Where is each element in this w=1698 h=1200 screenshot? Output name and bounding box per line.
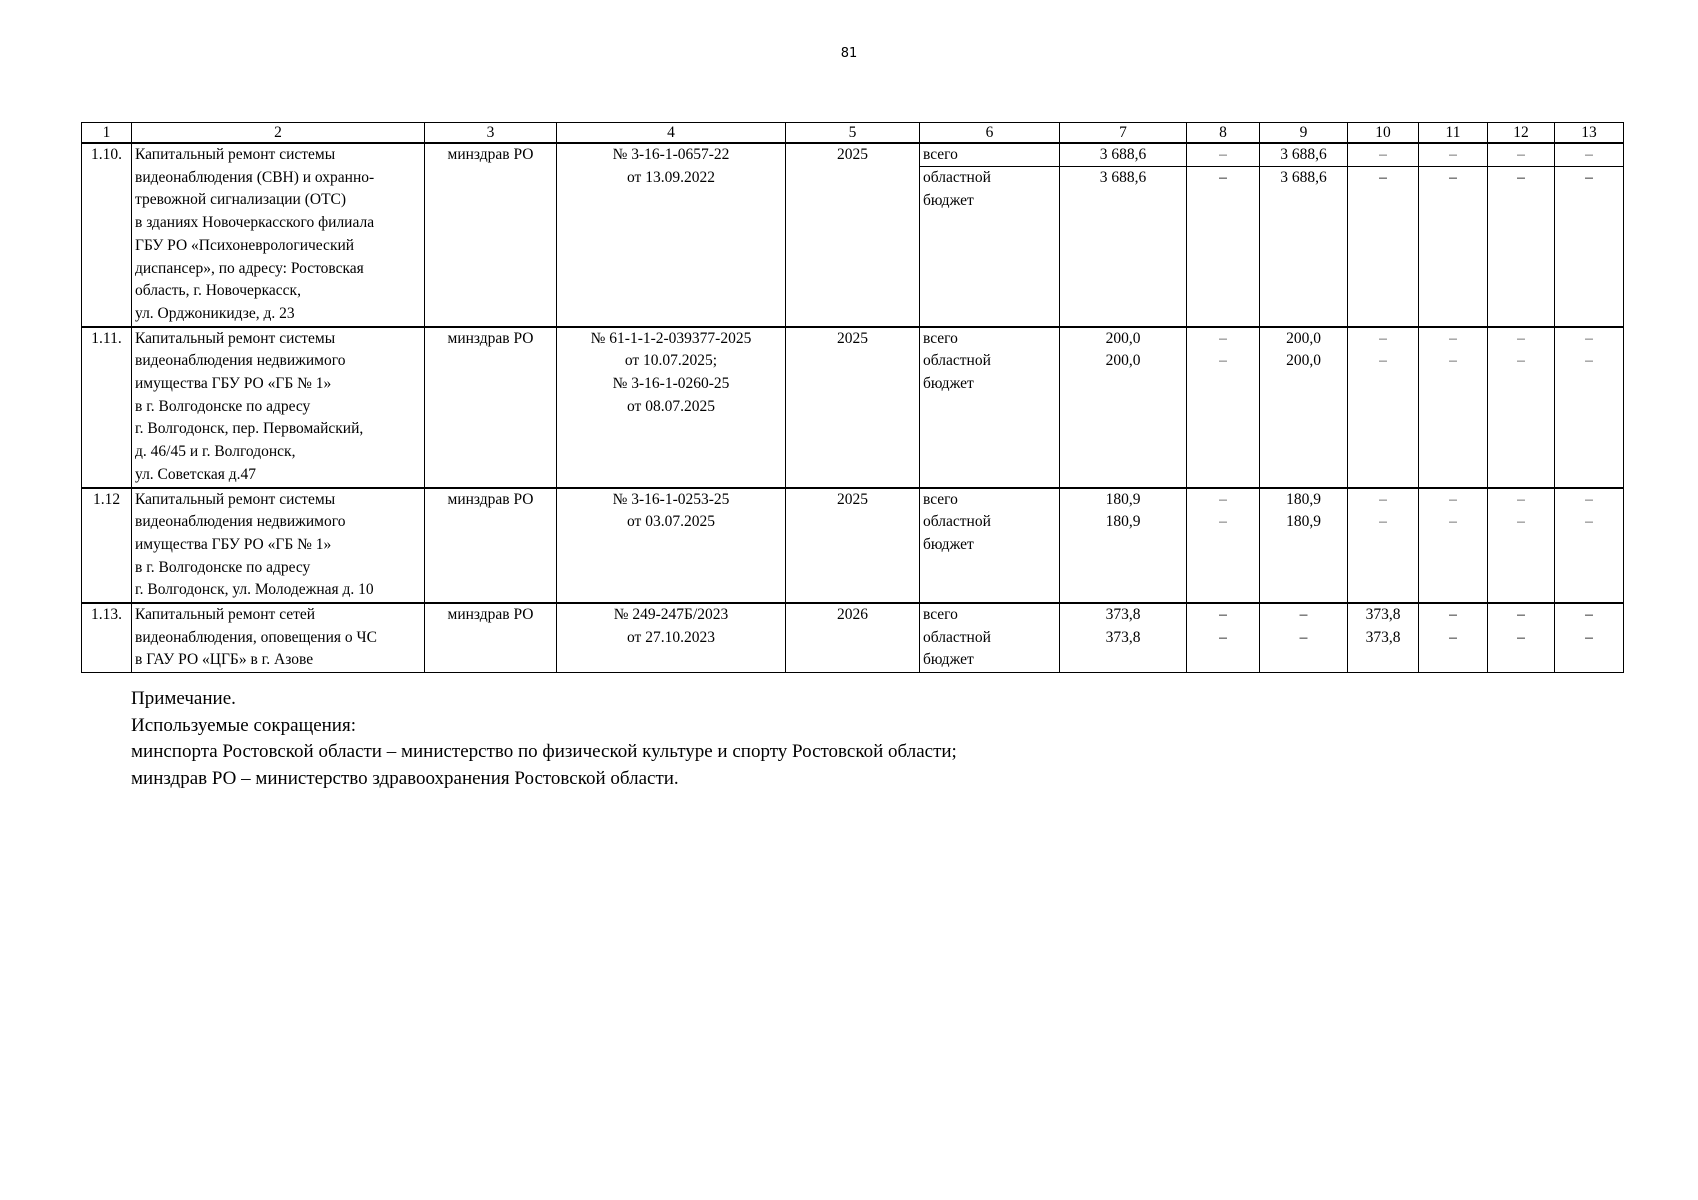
year: 2025 (786, 327, 920, 488)
column-header: 12 (1488, 123, 1555, 144)
notes-section (131, 686, 957, 792)
value-total: – (1449, 606, 1457, 624)
column-header: 7 (1060, 123, 1187, 144)
document-ref (557, 603, 786, 673)
value-regional: – (1585, 352, 1593, 370)
document-line: № 3-16-1-0260-25 (612, 375, 730, 393)
value-regional: – (1517, 513, 1525, 531)
value-regional: – (1517, 628, 1525, 646)
value-cell (1488, 603, 1555, 673)
value-cell (1488, 327, 1555, 488)
object-name-line: имущества ГБУ РО «ГБ № 1» (135, 535, 332, 553)
document-line: № 3-16-1-0657-22 (612, 146, 730, 163)
object-name-line: ул. Орджоникидзе, д. 23 (135, 304, 295, 322)
value-total: – (1219, 490, 1227, 508)
value-regional: – (1517, 169, 1525, 186)
document-ref (557, 327, 786, 488)
value-total: – (1585, 606, 1593, 624)
object-name-line: ГБУ РО «Психоневрологический (135, 236, 355, 254)
funding-source (920, 143, 1060, 327)
column-header: 13 (1555, 123, 1624, 144)
abbreviation-line: минздрав РО – министерство здравоохранения Ростовской области. (131, 767, 679, 789)
column-header: 6 (920, 123, 1060, 144)
value-total: – (1585, 329, 1593, 347)
funding-source (920, 603, 1060, 673)
object-name-line: д. 46/45 и г. Волгодонск, (135, 443, 296, 461)
value-total: – (1187, 144, 1259, 167)
funding-line: областной (923, 352, 991, 370)
object-name-line: в г. Волгодонске по адресу (135, 558, 311, 576)
funding-line: областной (923, 513, 991, 531)
row-number: 1.10. (82, 143, 132, 327)
object-name (132, 143, 425, 327)
value-regional: – (1379, 169, 1387, 186)
document-line: от 27.10.2023 (627, 628, 715, 646)
document-line: № 3-16-1-0253-25 (612, 490, 730, 508)
object-name (132, 603, 425, 673)
page-number: 81 (840, 46, 858, 61)
value-cell (1419, 143, 1488, 327)
value-total: 200,0 (1286, 329, 1321, 347)
object-name-line: Капитальный ремонт системы (135, 146, 336, 163)
row-number: 1.12 (82, 488, 132, 604)
row-number: 1.11. (82, 327, 132, 488)
value-regional: – (1449, 169, 1457, 186)
value-regional: – (1449, 352, 1457, 370)
object-name-line: видеонаблюдения недвижимого (135, 352, 346, 370)
column-header: 5 (786, 123, 920, 144)
value-cell (1260, 327, 1348, 488)
object-name-line: Капитальный ремонт системы (135, 490, 336, 508)
value-cell (1555, 488, 1624, 604)
value-regional: – (1585, 513, 1593, 531)
year: 2026 (786, 603, 920, 673)
table-row (82, 143, 1624, 327)
value-regional: – (1517, 352, 1525, 370)
value-cell (1187, 327, 1260, 488)
value-cell (1348, 143, 1419, 327)
value-cell (1060, 143, 1187, 327)
object-name-line: видеонаблюдения недвижимого (135, 513, 346, 531)
funding-line: областной (923, 169, 991, 186)
value-total: 3 688,6 (1260, 144, 1347, 167)
program-table (81, 122, 1624, 673)
value-regional: – (1585, 628, 1593, 646)
value-regional: 3 688,6 (1099, 169, 1147, 186)
value-total: 373,8 (1365, 606, 1401, 624)
notes-title: Примечание. (131, 688, 236, 709)
table-row (82, 488, 1624, 604)
value-cell (1060, 603, 1187, 673)
value-total: – (1219, 329, 1227, 347)
object-name-line: диспансер», по адресу: Ростовская (135, 259, 364, 277)
funding-line: областной (923, 628, 991, 646)
value-regional: – (1299, 628, 1308, 646)
value-total: 3 688,6 (1060, 144, 1186, 167)
abbreviation-line: минспорта Ростовской области – министерство по физической культуре и спорту Ростовской области; (131, 741, 957, 762)
object-name-line: в зданиях Новочеркасского филиала (135, 214, 375, 232)
object-name-line: г. Волгодонск, ул. Молодежная д. 10 (135, 581, 374, 599)
value-cell (1488, 143, 1555, 327)
object-name-line: Капитальный ремонт системы (135, 329, 336, 347)
column-header: 3 (425, 123, 557, 144)
value-cell (1348, 327, 1419, 488)
value-total: 180,9 (1105, 490, 1141, 508)
funding-total-label: всего (920, 144, 1059, 167)
value-total: – (1488, 144, 1554, 167)
value-total: – (1517, 490, 1525, 508)
object-name-line: видеонаблюдения, оповещения о ЧС (135, 628, 377, 646)
value-regional: – (1219, 352, 1227, 370)
document-line: от 08.07.2025 (627, 397, 715, 415)
value-regional: – (1219, 628, 1227, 646)
value-cell (1187, 488, 1260, 604)
object-name-line: ул. Советская д.47 (135, 465, 257, 483)
table-row (82, 603, 1624, 673)
value-total: – (1449, 490, 1457, 508)
funding-source (920, 327, 1060, 488)
value-cell (1419, 603, 1488, 673)
value-total: – (1419, 144, 1487, 167)
object-name-line: в г. Волгодонске по адресу (135, 397, 311, 415)
value-total: 180,9 (1286, 490, 1321, 508)
value-cell (1260, 143, 1348, 327)
table-row (82, 327, 1624, 488)
value-total: – (1348, 144, 1418, 167)
value-cell (1060, 327, 1187, 488)
value-total: 373,8 (1105, 606, 1141, 624)
year: 2025 (786, 488, 920, 604)
value-total: – (1299, 606, 1308, 624)
funding-line: бюджет (923, 375, 974, 393)
value-total: – (1517, 606, 1525, 624)
document-ref (557, 488, 786, 604)
value-regional: – (1379, 352, 1387, 370)
value-regional: 373,8 (1365, 628, 1401, 646)
funding-source (920, 488, 1060, 604)
value-regional: 180,9 (1105, 513, 1141, 531)
funding-line: всего (923, 490, 958, 508)
value-cell (1555, 143, 1624, 327)
object-name-line: имущества ГБУ РО «ГБ № 1» (135, 375, 332, 393)
document-ref (557, 143, 786, 327)
object-name-line: область, г. Новочеркасск, (135, 282, 301, 300)
row-number: 1.13. (82, 603, 132, 673)
value-regional: 200,0 (1286, 352, 1321, 370)
object-name (132, 327, 425, 488)
value-total: – (1585, 490, 1593, 508)
object-name-line: тревожной сигнализации (ОТС) (135, 191, 347, 209)
value-total: – (1449, 329, 1457, 347)
funding-line: всего (923, 606, 958, 624)
document-line: № 249-247Б/2023 (613, 606, 729, 624)
value-regional: 200,0 (1105, 352, 1141, 370)
value-total: – (1219, 606, 1227, 624)
funding-line: бюджет (923, 651, 974, 669)
value-total: – (1555, 144, 1623, 167)
value-total: – (1379, 490, 1387, 508)
value-total: 200,0 (1105, 329, 1141, 347)
object-name-line: видеонаблюдения (СВН) и охранно- (135, 168, 375, 186)
executor: минздрав РО (425, 327, 557, 488)
document-line: от 03.07.2025 (627, 513, 715, 531)
column-header: 4 (557, 123, 786, 144)
value-cell (1260, 603, 1348, 673)
notes-subtitle: Используемые сокращения: (131, 714, 356, 736)
object-name-line: г. Волгодонск, пер. Первомайский, (135, 420, 364, 438)
document-line: от 13.09.2022 (627, 168, 715, 186)
funding-line: бюджет (923, 535, 974, 553)
value-regional: – (1585, 169, 1593, 186)
funding-line: всего (923, 329, 958, 347)
column-header: 1 (82, 123, 132, 144)
executor: минздрав РО (425, 143, 557, 327)
value-regional: – (1219, 513, 1227, 531)
column-header: 9 (1260, 123, 1348, 144)
value-cell (1187, 603, 1260, 673)
value-regional: 373,8 (1105, 628, 1141, 646)
column-header: 8 (1187, 123, 1260, 144)
column-header: 10 (1348, 123, 1419, 144)
value-cell (1348, 488, 1419, 604)
value-regional: – (1449, 513, 1457, 531)
funding-line: бюджет (923, 191, 974, 209)
header-row (82, 123, 1624, 144)
object-name-line: в ГАУ РО «ЦГБ» в г. Азове (135, 651, 314, 669)
value-regional: 3 688,6 (1280, 169, 1327, 186)
document-line: № 61-1-1-2-039377-2025 (590, 329, 752, 347)
value-cell (1348, 603, 1419, 673)
object-name (132, 488, 425, 604)
value-cell (1060, 488, 1187, 604)
funding-regional-label (920, 167, 1059, 212)
value-regional: – (1449, 628, 1457, 646)
value-cell (1488, 488, 1555, 604)
object-name-line: Капитальный ремонт сетей (135, 606, 316, 624)
executor: минздрав РО (425, 603, 557, 673)
value-total: – (1517, 329, 1525, 347)
executor: минздрав РО (425, 488, 557, 604)
value-regional: – (1379, 513, 1387, 531)
value-cell (1555, 327, 1624, 488)
value-cell (1187, 143, 1260, 327)
column-header: 11 (1419, 123, 1488, 144)
value-cell (1555, 603, 1624, 673)
value-regional: – (1219, 169, 1227, 186)
document-line: от 10.07.2025; (624, 352, 718, 370)
column-header: 2 (132, 123, 425, 144)
value-total: – (1379, 329, 1387, 347)
year: 2025 (786, 143, 920, 327)
value-cell (1419, 327, 1488, 488)
value-cell (1419, 488, 1488, 604)
value-regional: 180,9 (1286, 513, 1321, 531)
value-cell (1260, 488, 1348, 604)
